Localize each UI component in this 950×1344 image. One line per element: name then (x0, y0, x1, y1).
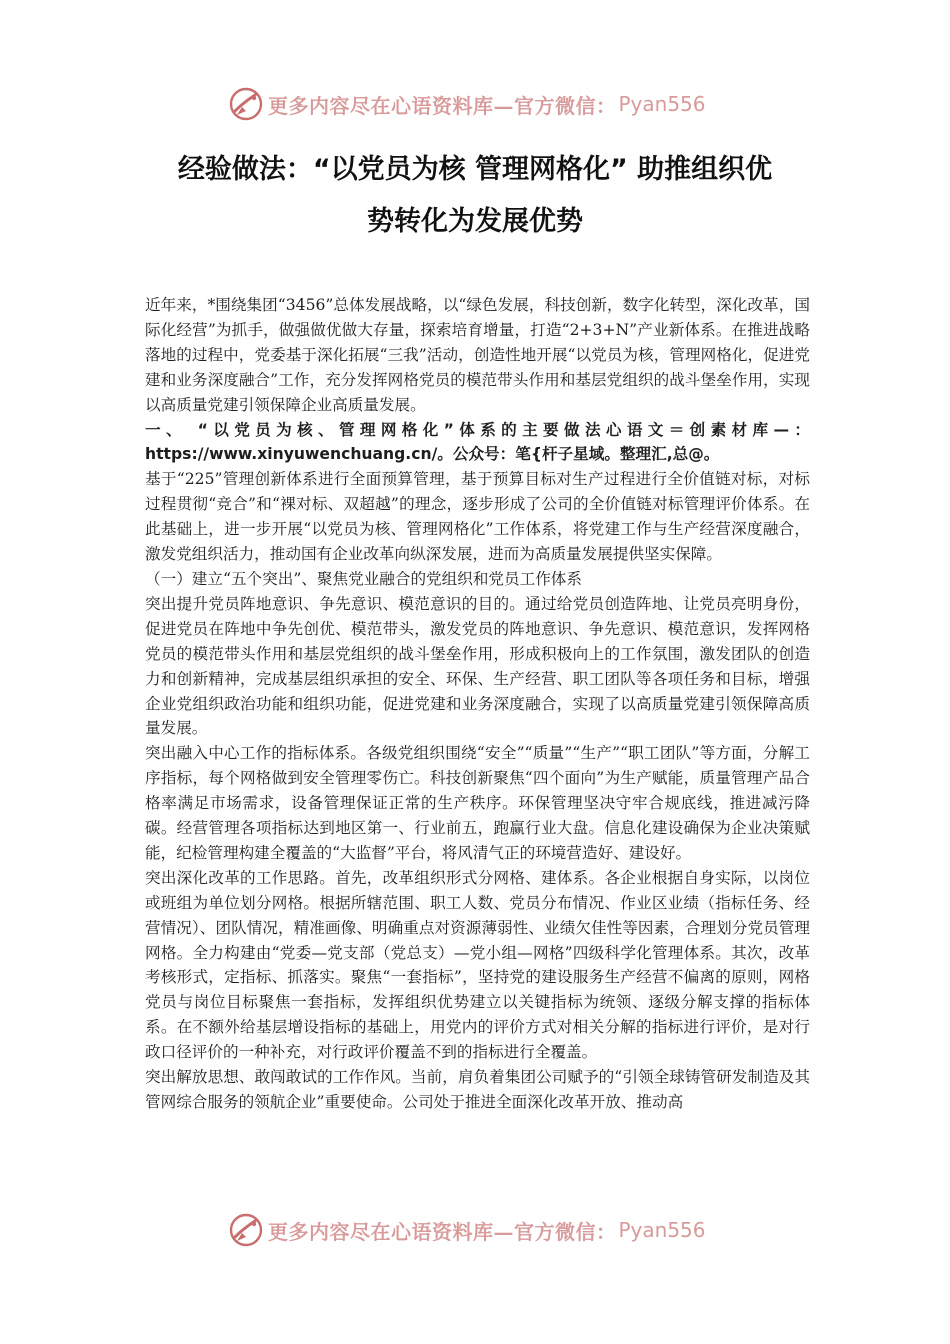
watermark-banner-bottom (228, 1210, 748, 1250)
document-body (145, 293, 810, 1115)
paragraph-intro: 近年来，*围绕集团“3456”总体发展战略，以“绿色发展，科技创新，数字化转型，深化改革，国际化经营”为抓手，做强做优做大存量，探索培育增量，打造“2+3+N”产业新体系。在推进战略落地的过程中，党委基于深化拓展“三我”活动，创造性地开展“以党员为核，管理网格化，促进党建和业务深度融合”工作，充分发挥网格党员的模范带头作用和基层党组织的战斗堡垒作用，实现以高质量党建引领保障企业高质量发展。 (145, 296, 810, 414)
section-heading-1: 一、 “以党员为核、管理网格化”体系的主要做法心语文＝创素材库—： https://www.xinyuwenchuang.cn/。公众号：笔{杆子星域。整理汇,总@。 (145, 420, 810, 464)
paragraph-reform: 突出深化改革的工作思路。首先，改革组织形式分网格、建体系。各企业根据自身实际，以岗位或班组为单位划分网格。根据所辖范围、职工人数、党员分布情况、作业区业绩（指标任务、经营情况）、团队情况，精准画像、明确重点对资源薄弱性、业绩欠佳性等因素，合理划分党员管理网格。全力构建由“党委—党支部（党总支）—党小组—网格”四级科学化管理体系。其次，改革考核形式，定指标、抓落实。聚焦“一套指标”，坚持党的建设服务生产经营不偏离的原则，网格党员与岗位目标聚焦一套指标，发挥组织优势建立以关键指标为统领、逐级分解支撑的指标体系。在不额外给基层增设指标的基础上，用党内的评价方式对相关分解的指标进行评价，是对行政口径评价的一种补充，对行政评价覆盖不到的指标进行全覆盖。 (145, 868, 810, 1062)
watermark-promo-text: 更多内容尽在心语资料库—官方微信： (268, 93, 617, 118)
title-line-1: 经验做法：“以党员为核 管理网格化” 助推组织优 (177, 154, 773, 185)
brush-logo-icon (228, 86, 264, 122)
watermark-handle: Pyan556 (618, 92, 706, 116)
watermark-handle: Pyan556 (618, 1218, 706, 1242)
watermark-banner-top (228, 84, 748, 124)
paragraph-basis: 基于“225”管理创新体系进行全面预算管理，基于预算目标对生产过程进行全价值链对标，对标过程贯彻“竞合”和“裸对标、双超越”的理念，逐步形成了公司的全价值链对标管理评价体系。在此基础上，进一步开展“以党员为核、管理网格化”工作体系，将党建工作与生产经营深度融合，激发党组织活力，推动国有企业改革向纵深发展，进而为高质量发展提供坚实保障。 (145, 470, 810, 564)
paragraph-mindset: 突出解放思想、敢闯敢试的工作作风。当前，肩负着集团公司赋予的“引领全球铸管研发制造及其管网综合服务的领航企业”重要使命。公司处于推进全面深化改革开放、推动高 (145, 1068, 810, 1111)
subsection-heading-1: （一）建立“五个突出”、聚焦党业融合的党组织和党员工作体系 (145, 569, 582, 588)
paragraph-awareness: 突出提升党员阵地意识、争先意识、模范意识的目的。通过给党员创造阵地、让党员亮明身份，促进党员在阵地中争先创优、模范带头，激发党员的阵地意识、争先意识、模范意识，发挥网格党员的模范带头作用和基层党组织的战斗堡垒作用，形成积极向上的工作氛围，激发团队的创造力和创新精神，完成基层组织承担的安全、环保、生产经营、职工团队等各项任务和目标，增强企业党组织政治功能和组织功能，促进党建和业务深度融合，实现了以高质量党建引领保障高质量发展。 (145, 594, 810, 738)
watermark-promo-text: 更多内容尽在心语资料库—官方微信： (268, 1219, 617, 1244)
brush-logo-icon (228, 1212, 264, 1248)
title-line-2: 势转化为发展优势 (367, 206, 583, 237)
paragraph-indicators: 突出融入中心工作的指标体系。各级党组织围绕“安全”“质量”“生产”“职工团队”等方面，分解工序指标，每个网格做到安全管理零伤亡。科技创新聚焦“四个面向”为生产赋能，质量管理产品合格率满足市场需求，设备管理保证正常的生产秩序。环保管理坚决守牢合规底线，推进减污降碳。经营管理各项指标达到地区第一、行业前五，跑赢行业大盘。信息化建设确保为企业决策赋能，纪检管理构建全覆盖的“大监督”平台，将风清气正的环境营造好、建设好。 (145, 744, 810, 862)
page-title (140, 144, 810, 248)
